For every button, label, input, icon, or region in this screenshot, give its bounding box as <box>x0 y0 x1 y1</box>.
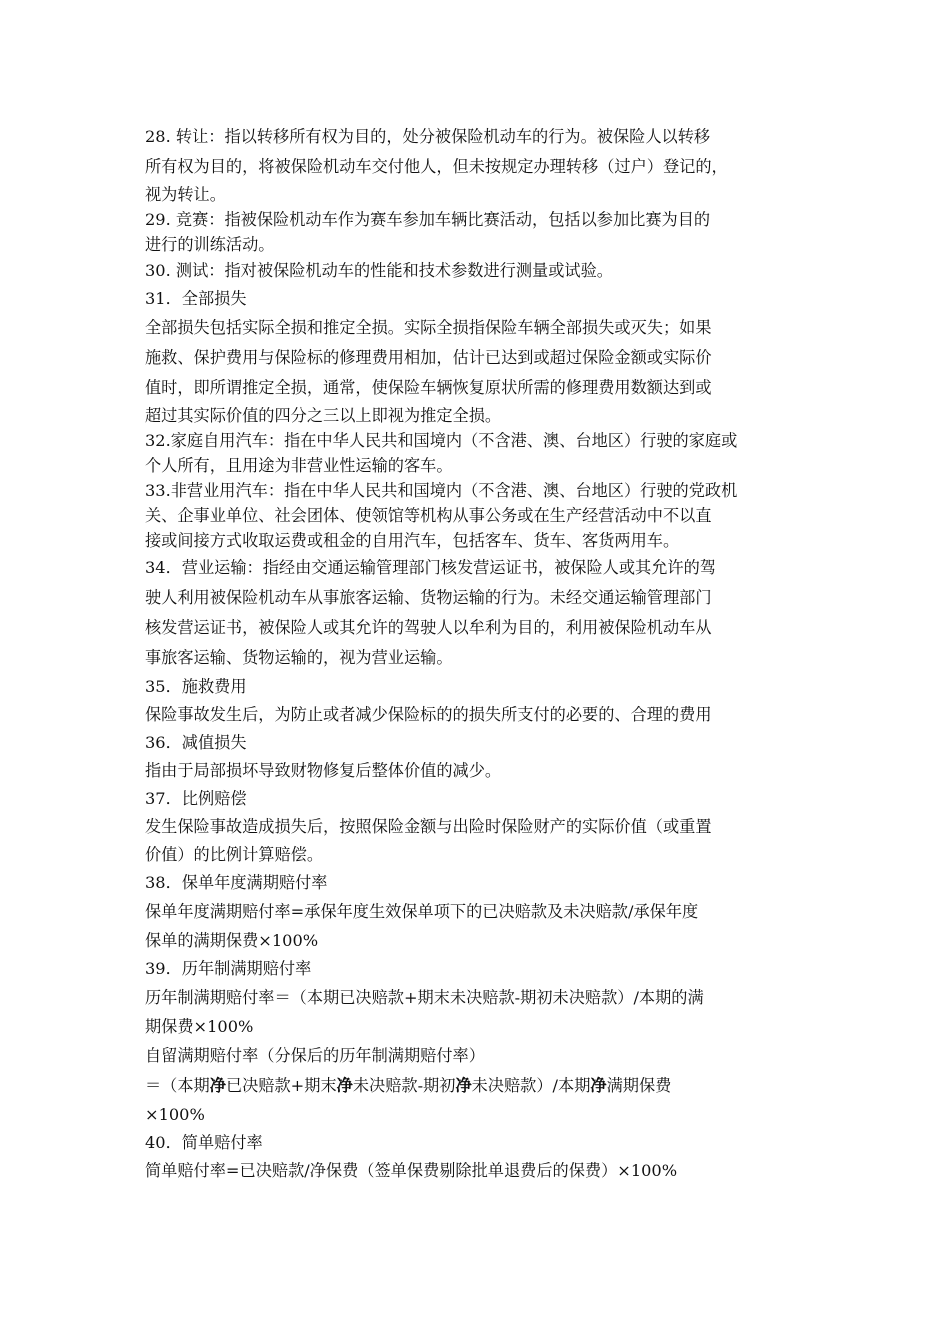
text-line: 38．保单年度满期赔付率 <box>145 873 328 892</box>
text-line: 自留满期赔付率（分保后的历年制满期赔付率） <box>145 1046 485 1065</box>
text-span: 满期保费 <box>606 1076 672 1095</box>
text-line: 关、企事业单位、社会团体、使领馆等机构从事公务或在生产经营活动中不以直 <box>145 506 712 525</box>
text-span: ＝（本期 <box>145 1076 210 1095</box>
text-line: 保险事故发生后，为防止或者减少保险标的的损失所支付的必要的、合理的费用 <box>145 705 712 724</box>
text-span: 未决赔款-期初 <box>352 1076 456 1095</box>
text-span: 已决赔款+期末 <box>225 1076 337 1095</box>
text-line: 40．简单赔付率 <box>145 1133 263 1152</box>
text-line: 超过其实际价值的四分之三以上即视为推定全损。 <box>145 406 502 425</box>
text-line: 28. 转让：指以转移所有权为目的，处分被保险机动车的行为。被保险人以转移 <box>145 127 711 146</box>
text-line: 31．全部损失 <box>145 289 247 308</box>
document-body <box>145 122 815 1185</box>
text-line: 指由于局部损坏导致财物修复后整体价值的减少。 <box>145 761 502 780</box>
text-line: 保单的满期保费×100% <box>145 931 319 950</box>
text-line <box>145 1071 815 1101</box>
text-line: 视为转让。 <box>145 185 226 204</box>
text-span: 净 <box>455 1076 472 1095</box>
text-line: 进行的训练活动。 <box>145 235 275 254</box>
text-span: 净 <box>590 1076 607 1095</box>
text-line: 核发营运证书，被保险人或其允许的驾驶人以牟利为目的，利用被保险机动车从 <box>145 618 712 637</box>
text-line: 个人所有，且用途为非营业性运输的客车。 <box>145 456 453 475</box>
text-line: 期保费×100% <box>145 1017 254 1036</box>
text-line: 所有权为目的，将被保险机动车交付他人，但未按规定办理转移（过户）登记的， <box>145 157 728 176</box>
text-line: 事旅客运输、货物运输的，视为营业运输。 <box>145 648 453 667</box>
text-line: 37．比例赔偿 <box>145 789 247 808</box>
text-line: ×100% <box>145 1105 205 1124</box>
text-line: 简单赔付率=已决赔款/净保费（签单保费剔除批单退费后的保费）×100% <box>145 1161 678 1180</box>
text-line: 32.家庭自用汽车：指在中华人民共和国境内（不含港、澳、台地区）行驶的家庭或 <box>145 431 738 450</box>
text-line: 值时，即所谓推定全损，通常，使保险车辆恢复原状所需的修理费用数额达到或 <box>145 378 712 397</box>
text-line: 34．营业运输：指经由交通运输管理部门核发营运证书，被保险人或其允许的驾 <box>145 558 716 577</box>
text-line: 历年制满期赔付率＝（本期已决赔款+期末未决赔款-期初未决赔款）/本期的满 <box>145 988 704 1007</box>
text-line: 保单年度满期赔付率=承保年度生效保单项下的已决赔款及未决赔款/承保年度 <box>145 902 699 921</box>
text-line: 35．施救费用 <box>145 677 247 696</box>
text-line: 价值）的比例计算赔偿。 <box>145 845 324 864</box>
text-line: 接或间接方式收取运费或租金的自用汽车，包括客车、货车、客货两用车。 <box>145 531 680 550</box>
text-line: 30. 测试：指对被保险机动车的性能和技术参数进行测量或试验。 <box>145 261 613 280</box>
text-line: 33.非营业用汽车：指在中华人民共和国境内（不含港、澳、台地区）行驶的党政机 <box>145 481 738 500</box>
text-line: 39．历年制满期赔付率 <box>145 959 312 978</box>
text-span: 未决赔款）/本期 <box>471 1076 591 1095</box>
text-span: 净 <box>209 1076 226 1095</box>
text-line: 29. 竞赛：指被保险机动车作为赛车参加车辆比赛活动，包括以参加比赛为目的 <box>145 210 711 229</box>
text-line: 全部损失包括实际全损和推定全损。实际全损指保险车辆全部损失或灭失；如果 <box>145 318 712 337</box>
text-span: 净 <box>336 1076 353 1095</box>
text-line: 发生保险事故造成损失后，按照保险金额与出险时保险财产的实际价值（或重置 <box>145 817 712 836</box>
text-line: 施救、保护费用与保险标的修理费用相加，估计已达到或超过保险金额或实际价 <box>145 348 712 367</box>
text-line: 驶人利用被保险机动车从事旅客运输、货物运输的行为。未经交通运输管理部门 <box>145 588 712 607</box>
text-line: 36．减值损失 <box>145 733 247 752</box>
